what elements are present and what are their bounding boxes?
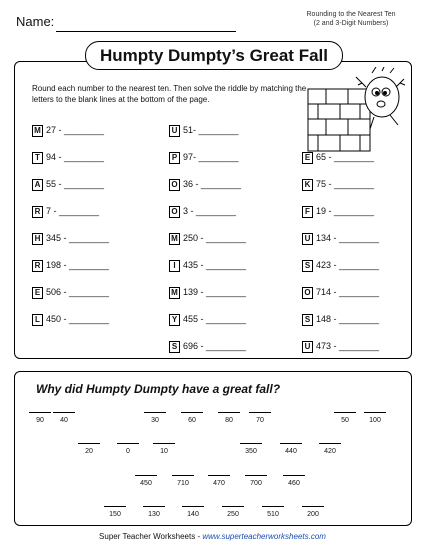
problem-item <box>302 340 379 352</box>
problem-text: 198 - ________ <box>46 260 110 270</box>
answer-letter: O <box>169 206 180 218</box>
problem-item <box>302 259 379 271</box>
answer-letter: F <box>302 206 313 218</box>
blank-number: 30 <box>151 417 159 424</box>
brick-wall <box>308 89 370 151</box>
problem-item <box>32 313 109 325</box>
problem-text: 506 - ________ <box>46 287 110 297</box>
blank-number: 60 <box>188 417 196 424</box>
answer-letter: R <box>32 260 43 272</box>
blank-number: 350 <box>245 448 257 455</box>
problem-item <box>302 205 374 217</box>
problem-item <box>32 286 109 298</box>
answer-blank[interactable] <box>319 443 341 444</box>
answer-letter: H <box>32 233 43 245</box>
answer-blank[interactable] <box>280 443 302 444</box>
answer-blank[interactable] <box>283 475 305 476</box>
answer-letter: O <box>169 179 180 191</box>
blank-number: 470 <box>213 480 225 487</box>
blank-number: 450 <box>140 480 152 487</box>
answer-blank[interactable] <box>143 506 165 507</box>
blank-number: 40 <box>60 417 68 424</box>
blank-number: 10 <box>160 448 168 455</box>
problem-item <box>169 232 246 244</box>
answer-blank[interactable] <box>240 443 262 444</box>
problem-item <box>32 178 104 190</box>
answer-blank[interactable] <box>218 412 240 413</box>
problem-item <box>169 259 246 271</box>
problem-text: 51- ________ <box>183 125 239 135</box>
answer-blank[interactable] <box>153 443 175 444</box>
problem-item <box>169 205 236 217</box>
answer-letter: I <box>169 260 180 272</box>
answer-letter: Y <box>169 314 180 326</box>
answer-blank[interactable] <box>78 443 100 444</box>
problem-text: 696 - ________ <box>183 341 247 351</box>
problem-text: 139 - ________ <box>183 287 247 297</box>
footer <box>0 532 425 541</box>
problem-text: 75 - ________ <box>316 179 375 189</box>
blank-number: 420 <box>324 448 336 455</box>
answer-blank[interactable] <box>117 443 139 444</box>
answer-letter: S <box>169 341 180 353</box>
answer-blank[interactable] <box>182 506 204 507</box>
answer-letter: E <box>32 287 43 299</box>
name-label: Name: <box>16 14 55 29</box>
problem-item <box>169 286 246 298</box>
blank-number: 200 <box>307 511 319 518</box>
problem-text: 97- ________ <box>183 152 239 162</box>
problem-text: 27 - ________ <box>46 125 105 135</box>
riddle-question: Why did Humpty Dumpty have a great fall? <box>36 382 281 396</box>
answer-letter: K <box>302 179 313 191</box>
blank-number: 140 <box>187 511 199 518</box>
answer-letter: L <box>32 314 43 326</box>
problem-text: 250 - ________ <box>183 233 247 243</box>
problem-text: 7 - ________ <box>46 206 100 216</box>
subtitle-line-1: Rounding to the Nearest Ten <box>306 11 396 18</box>
problem-item <box>32 232 109 244</box>
blank-number: 150 <box>109 511 121 518</box>
answer-letter: T <box>32 152 43 164</box>
problem-text: 450 - ________ <box>46 314 110 324</box>
footer-text: Super Teacher Worksheets - <box>99 532 203 541</box>
answer-blank[interactable] <box>104 506 126 507</box>
answer-letter: R <box>32 206 43 218</box>
answer-letter: S <box>302 260 313 272</box>
answer-blank[interactable] <box>245 475 267 476</box>
problem-item <box>302 232 379 244</box>
problem-text: 714 - ________ <box>316 287 380 297</box>
problem-item <box>32 151 104 163</box>
blank-number: 70 <box>256 417 264 424</box>
answer-blank[interactable] <box>302 506 324 507</box>
worksheet-title: Humpty Dumpty’s Great Fall <box>85 41 343 70</box>
answer-blank[interactable] <box>364 412 386 413</box>
problem-item <box>169 178 241 190</box>
worksheet-subtitle <box>291 10 411 28</box>
problem-item <box>169 340 246 352</box>
problem-text: 134 - ________ <box>316 233 380 243</box>
blank-number: 460 <box>288 480 300 487</box>
problem-text: 55 - ________ <box>46 179 105 189</box>
answer-blank[interactable] <box>262 506 284 507</box>
subtitle-line-2: (2 and 3-Digit Numbers) <box>313 20 389 27</box>
problem-item <box>169 151 239 163</box>
problem-text: 19 - ________ <box>316 206 375 216</box>
problem-text: 3 - ________ <box>183 206 237 216</box>
problem-text: 435 - ________ <box>183 260 247 270</box>
answer-letter: U <box>302 233 313 245</box>
blank-number: 80 <box>225 417 233 424</box>
problem-item <box>302 151 374 163</box>
answer-letter: E <box>302 152 313 164</box>
blank-number: 700 <box>250 480 262 487</box>
problem-text: 148 - ________ <box>316 314 380 324</box>
name-line <box>56 31 236 32</box>
answer-blank[interactable] <box>334 412 356 413</box>
blank-number: 510 <box>267 511 279 518</box>
answer-blank[interactable] <box>29 412 51 413</box>
problem-text: 345 - ________ <box>46 233 110 243</box>
problem-item <box>32 124 104 136</box>
blank-number: 50 <box>341 417 349 424</box>
blank-number: 20 <box>85 448 93 455</box>
problem-item <box>32 259 109 271</box>
blank-number: 250 <box>227 511 239 518</box>
problem-item <box>169 124 239 136</box>
problem-text: 36 - ________ <box>183 179 242 189</box>
blank-number: 100 <box>369 417 381 424</box>
problem-text: 455 - ________ <box>183 314 247 324</box>
answer-letter: U <box>169 125 180 137</box>
blank-number: 0 <box>126 448 130 455</box>
egg-body <box>365 77 399 117</box>
footer-link[interactable]: www.superteacherworksheets.com <box>202 532 326 541</box>
answer-letter: M <box>32 125 43 137</box>
answer-blank[interactable] <box>135 475 157 476</box>
answer-blank[interactable] <box>181 412 203 413</box>
humpty-dumpty-illustration <box>304 67 408 163</box>
problem-text: 94 - ________ <box>46 152 105 162</box>
problem-text: 65 - ________ <box>316 152 375 162</box>
answer-letter: S <box>302 314 313 326</box>
answer-letter: O <box>302 287 313 299</box>
answer-blank[interactable] <box>208 475 230 476</box>
answer-blank[interactable] <box>172 475 194 476</box>
answer-blank[interactable] <box>222 506 244 507</box>
problem-item <box>169 313 246 325</box>
blank-number: 130 <box>148 511 160 518</box>
blank-number: 90 <box>36 417 44 424</box>
problem-text: 473 - ________ <box>316 341 380 351</box>
instructions: Round each number to the nearest ten. Then solve the riddle by matching the letters to the blank lines at the bottom of the page. <box>32 84 307 104</box>
problem-item <box>32 205 99 217</box>
answer-blank[interactable] <box>249 412 271 413</box>
answer-letter: P <box>169 152 180 164</box>
problem-text: 423 - ________ <box>316 260 380 270</box>
answer-blank[interactable] <box>144 412 166 413</box>
answer-letter: U <box>302 341 313 353</box>
answer-letter: A <box>32 179 43 191</box>
problem-item <box>302 178 374 190</box>
problem-item <box>302 313 379 325</box>
blank-number: 710 <box>177 480 189 487</box>
answer-letter: M <box>169 233 180 245</box>
answer-letter: M <box>169 287 180 299</box>
problem-item <box>302 286 379 298</box>
blank-number: 440 <box>285 448 297 455</box>
answer-blank[interactable] <box>53 412 75 413</box>
